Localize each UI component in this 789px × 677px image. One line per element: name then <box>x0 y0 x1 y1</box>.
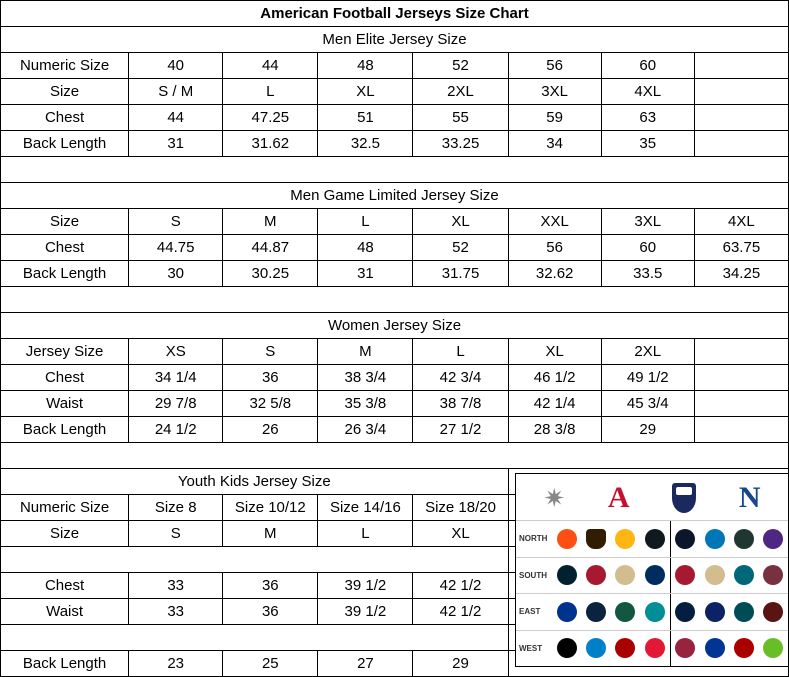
team-logo-icon <box>734 565 754 585</box>
cell-empty <box>694 417 788 443</box>
team-logo-icon <box>734 638 754 658</box>
team-logo-icon <box>645 638 665 658</box>
row-label: Size <box>1 79 129 105</box>
cell: 24 1/2 <box>129 417 223 443</box>
table-row <box>1 105 789 131</box>
team-logo-icon <box>763 602 783 622</box>
division-row <box>516 593 788 630</box>
cell: 26 <box>223 417 318 443</box>
afc-division-logos <box>552 521 671 557</box>
cell: S <box>129 209 223 235</box>
cell: 36 <box>223 573 318 599</box>
table-row <box>1 339 789 365</box>
cell: 42 1/2 <box>413 599 508 625</box>
cell: 29 7/8 <box>129 391 223 417</box>
cell: 26 3/4 <box>318 417 413 443</box>
team-logo-icon <box>586 529 606 549</box>
spacer <box>1 287 789 313</box>
section-title-women: Women Jersey Size <box>1 313 789 339</box>
cell: 31.62 <box>223 131 318 157</box>
cell-empty <box>694 53 788 79</box>
cell: M <box>223 209 318 235</box>
cell: 44.87 <box>223 235 318 261</box>
cell: XL <box>508 339 601 365</box>
afc-logo-icon: A <box>607 481 630 514</box>
cell: 29 <box>601 417 694 443</box>
cell: 33 <box>129 599 223 625</box>
cell: 39 1/2 <box>318 599 413 625</box>
row-label: Back Length <box>1 651 129 677</box>
row-label: Size <box>1 209 129 235</box>
cell: XS <box>129 339 223 365</box>
division-row <box>516 557 788 594</box>
cell: 28 3/8 <box>508 417 601 443</box>
cell: 42 1/2 <box>413 573 508 599</box>
cell: 2XL <box>601 339 694 365</box>
cell: 42 1/4 <box>508 391 601 417</box>
cell: XL <box>413 209 508 235</box>
cell: 38 7/8 <box>413 391 508 417</box>
team-logo-icon <box>615 602 635 622</box>
cell: 44.75 <box>129 235 223 261</box>
cell: 27 1/2 <box>413 417 508 443</box>
star-burst-icon: ✷ <box>543 483 566 513</box>
row-label: Numeric Size <box>1 495 129 521</box>
cell-empty <box>694 131 788 157</box>
cell: Size 14/16 <box>318 495 413 521</box>
cell-empty <box>694 365 788 391</box>
team-logo-icon <box>645 602 665 622</box>
cell: L <box>223 79 318 105</box>
cell: 36 <box>223 365 318 391</box>
division-grid <box>516 520 788 666</box>
cell: Size 18/20 <box>413 495 508 521</box>
cell: XL <box>413 521 508 547</box>
cell: 48 <box>318 235 413 261</box>
team-logo-icon <box>557 638 577 658</box>
row-label: Size <box>1 521 129 547</box>
team-logo-icon <box>705 638 725 658</box>
spacer <box>1 157 789 183</box>
row-label: Back Length <box>1 417 129 443</box>
cell: 31.75 <box>413 261 508 287</box>
team-logo-icon <box>557 529 577 549</box>
row-label: Numeric Size <box>1 53 129 79</box>
row-label: Waist <box>1 599 129 625</box>
team-logo-icon <box>586 565 606 585</box>
team-logo-icon <box>615 529 635 549</box>
cell: 40 <box>129 53 223 79</box>
row-label: Jersey Size <box>1 339 129 365</box>
nfc-division-logos <box>671 521 789 557</box>
division-label: WEST <box>519 643 543 653</box>
cell-empty <box>694 391 788 417</box>
cell: 23 <box>129 651 223 677</box>
team-logo-icon <box>615 565 635 585</box>
cell: 49 1/2 <box>601 365 694 391</box>
nfc-division-logos <box>671 558 789 594</box>
cell: 52 <box>413 53 508 79</box>
team-logo-icon <box>557 602 577 622</box>
cell: 56 <box>508 235 601 261</box>
cell: L <box>318 209 413 235</box>
cell: 36 <box>223 599 318 625</box>
nfc-division-logos <box>671 631 789 667</box>
afc-division-logos <box>552 594 671 630</box>
cell: S <box>223 339 318 365</box>
cell: 4XL <box>601 79 694 105</box>
row-label: Chest <box>1 573 129 599</box>
page-title: American Football Jerseys Size Chart <box>1 1 789 27</box>
team-logo-icon <box>705 529 725 549</box>
cell: 33.5 <box>601 261 694 287</box>
team-logo-icon <box>675 602 695 622</box>
cell: 34 1/4 <box>129 365 223 391</box>
cell: 35 <box>601 131 694 157</box>
team-logo-icon <box>645 529 665 549</box>
team-logo-icon <box>705 565 725 585</box>
division-label: NORTH <box>519 534 548 544</box>
cell: 55 <box>413 105 508 131</box>
row-label: Chest <box>1 105 129 131</box>
team-logo-icon <box>705 602 725 622</box>
cell: 35 3/8 <box>318 391 413 417</box>
cell: M <box>223 521 318 547</box>
cell: 52 <box>413 235 508 261</box>
cell: 44 <box>223 53 318 79</box>
cell-empty <box>694 339 788 365</box>
table-row <box>1 79 789 105</box>
cell: L <box>318 521 413 547</box>
division-label: EAST <box>519 607 541 617</box>
cell: 30.25 <box>223 261 318 287</box>
cell: 38 3/4 <box>318 365 413 391</box>
cell: 25 <box>223 651 318 677</box>
cell: 32.62 <box>508 261 601 287</box>
cell: 33 <box>129 573 223 599</box>
cell: Size 8 <box>129 495 223 521</box>
row-label: Chest <box>1 365 129 391</box>
cell: 46 1/2 <box>508 365 601 391</box>
cell: 63 <box>601 105 694 131</box>
cell: 32.5 <box>318 131 413 157</box>
row-label: Back Length <box>1 261 129 287</box>
team-logo-icon <box>586 602 606 622</box>
division-row <box>516 630 788 667</box>
row-label: Back Length <box>1 131 129 157</box>
team-logo-icon <box>645 565 665 585</box>
team-logo-icon <box>734 529 754 549</box>
nfl-team-logo-panel <box>515 473 789 667</box>
table-row <box>1 365 789 391</box>
chart-title-row <box>1 1 789 27</box>
section-title-men-game-limited: Men Game Limited Jersey Size <box>1 183 789 209</box>
afc-division-logos <box>552 631 671 667</box>
table-row <box>1 53 789 79</box>
cell: 30 <box>129 261 223 287</box>
cell-empty <box>694 79 788 105</box>
cell: 3XL <box>508 79 601 105</box>
cell: S <box>129 521 223 547</box>
cell: L <box>413 339 508 365</box>
table-row <box>1 131 789 157</box>
nfc-division-logos <box>671 594 789 630</box>
team-logo-icon <box>763 638 783 658</box>
team-logo-icon <box>675 529 695 549</box>
spacer <box>1 443 789 469</box>
section-heading-row <box>1 27 789 53</box>
cell: 42 3/4 <box>413 365 508 391</box>
cell: 45 3/4 <box>601 391 694 417</box>
team-logo-icon <box>615 638 635 658</box>
table-row <box>1 261 789 287</box>
table-row <box>1 417 789 443</box>
cell: 2XL <box>413 79 508 105</box>
cell: M <box>318 339 413 365</box>
cell: 29 <box>413 651 508 677</box>
cell: 60 <box>601 235 694 261</box>
cell: 34 <box>508 131 601 157</box>
cell: 47.25 <box>223 105 318 131</box>
cell: 59 <box>508 105 601 131</box>
cell: 27 <box>318 651 413 677</box>
section-title-men-elite: Men Elite Jersey Size <box>1 27 789 53</box>
cell: XL <box>318 79 413 105</box>
cell: 31 <box>318 261 413 287</box>
cell: 60 <box>601 53 694 79</box>
section-heading-row <box>1 183 789 209</box>
league-logo-row <box>516 474 788 520</box>
nfc-logo-icon: N <box>738 481 761 514</box>
cell: 4XL <box>694 209 788 235</box>
team-logo-icon <box>763 565 783 585</box>
cell: 44 <box>129 105 223 131</box>
cell: S / M <box>129 79 223 105</box>
nfl-shield-icon <box>672 483 696 513</box>
cell: 3XL <box>601 209 694 235</box>
team-logo-icon <box>734 602 754 622</box>
section-heading-row <box>1 313 789 339</box>
cell-empty <box>694 105 788 131</box>
cell: 39 1/2 <box>318 573 413 599</box>
cell: 56 <box>508 53 601 79</box>
cell: 63.75 <box>694 235 788 261</box>
team-logo-icon <box>675 638 695 658</box>
team-logo-icon <box>557 565 577 585</box>
cell: 31 <box>129 131 223 157</box>
table-row <box>1 391 789 417</box>
afc-division-logos <box>552 558 671 594</box>
division-label: SOUTH <box>519 570 547 580</box>
cell: Size 10/12 <box>223 495 318 521</box>
cell: 33.25 <box>413 131 508 157</box>
team-logo-icon <box>763 529 783 549</box>
cell: 32 5/8 <box>223 391 318 417</box>
cell: XXL <box>508 209 601 235</box>
team-logo-icon <box>675 565 695 585</box>
team-logo-icon <box>586 638 606 658</box>
cell: 48 <box>318 53 413 79</box>
row-label: Chest <box>1 235 129 261</box>
table-row <box>1 235 789 261</box>
cell: 51 <box>318 105 413 131</box>
table-row <box>1 209 789 235</box>
cell: 34.25 <box>694 261 788 287</box>
row-label: Waist <box>1 391 129 417</box>
section-title-youth-kids: Youth Kids Jersey Size <box>1 469 509 495</box>
division-row <box>516 520 788 557</box>
